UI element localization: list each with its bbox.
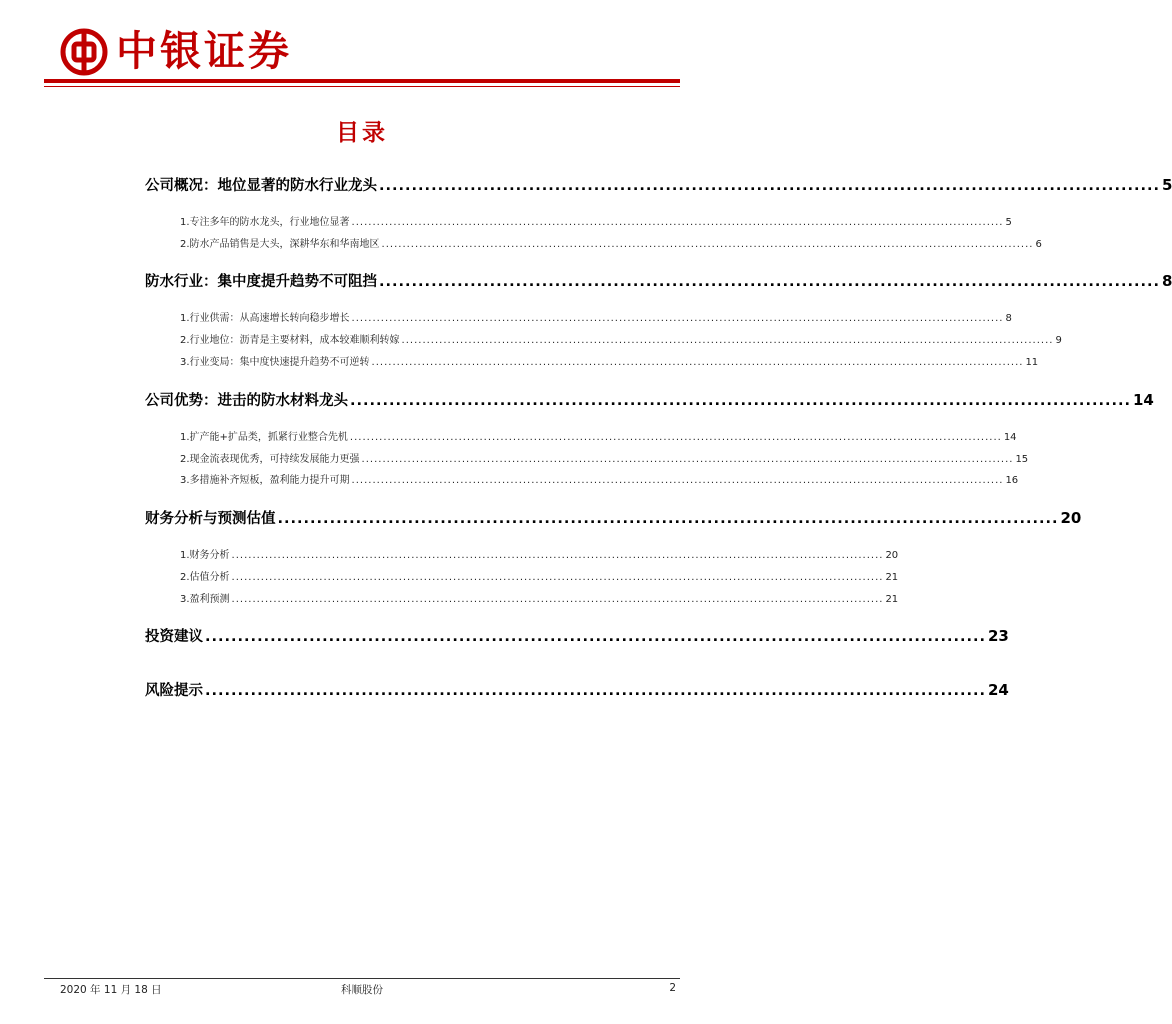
toc-leader-dots: ........................................................................................................................ bbox=[277, 511, 1059, 527]
toc-subsection-title: 2.估值分析 bbox=[180, 572, 230, 583]
toc-page-number: 6 bbox=[1035, 239, 1042, 250]
toc-page-number: 8 bbox=[1005, 313, 1012, 324]
toc-section-entry[interactable] bbox=[145, 174, 1172, 195]
toc-subsection-entry[interactable] bbox=[180, 235, 1042, 250]
toc-subsection-title: 3.行业变局：集中度快速提升趋势不可逆转 bbox=[180, 357, 370, 368]
toc-subsection-entry[interactable] bbox=[180, 428, 1017, 443]
footer-company: 科顺股份 bbox=[341, 984, 383, 996]
toc-leader-dots: ........................................................................................................................ bbox=[379, 178, 1160, 194]
bank-of-china-logo-icon bbox=[60, 28, 108, 76]
toc-page-number: 16 bbox=[1005, 475, 1019, 486]
toc-section-title: 风险提示 bbox=[145, 683, 203, 699]
toc-page-number: 20 bbox=[1060, 509, 1082, 527]
toc-section-title: 防水行业：集中度提升趋势不可阻挡 bbox=[145, 274, 377, 290]
toc-subsection-title: 1.扩产能+扩品类，抓紧行业整合先机 bbox=[180, 432, 348, 443]
toc-leader-dots: ........................................................................................................................ bbox=[379, 274, 1160, 290]
toc-page-number: 23 bbox=[988, 627, 1009, 645]
toc-leader-dots: ........................................................................................................................ bbox=[350, 393, 1131, 409]
toc-subsection-title: 2.行业地位：沥青是主要材料，成本较难顺利转嫁 bbox=[180, 335, 400, 346]
toc-subsection-entry[interactable] bbox=[180, 568, 899, 583]
toc-section-title: 财务分析与预测估值 bbox=[145, 511, 276, 527]
toc-section-entry[interactable] bbox=[145, 507, 1082, 528]
toc-subsection-title: 1.专注多年的防水龙头，行业地位显著 bbox=[180, 217, 350, 228]
toc-page-number: 20 bbox=[885, 550, 899, 561]
footer-date: 2020 年 11 月 18 日 bbox=[60, 984, 162, 996]
toc-subsection-entry[interactable] bbox=[180, 450, 1029, 465]
toc-leader-dots: ............................................................................................................................................................ bbox=[381, 239, 1034, 250]
toc-section-entry[interactable] bbox=[145, 270, 1172, 291]
toc-page-number: 8 bbox=[1162, 272, 1172, 290]
toc-page-number: 21 bbox=[885, 572, 899, 583]
toc-subsection-entry[interactable] bbox=[180, 309, 1012, 324]
toc-page-number: 14 bbox=[1003, 432, 1017, 443]
toc-page-number: 5 bbox=[1162, 176, 1172, 194]
header-divider-thin bbox=[44, 86, 680, 87]
toc-subsection-title: 3.盈利预测 bbox=[180, 594, 230, 605]
toc-subsection-entry[interactable] bbox=[180, 471, 1019, 486]
toc-leader-dots: ............................................................................................................................................................ bbox=[351, 313, 1004, 324]
toc-leader-dots: ............................................................................................................................................................ bbox=[351, 217, 1004, 228]
toc-leader-dots: ............................................................................................................................................................ bbox=[401, 335, 1054, 346]
toc-leader-dots: ............................................................................................................................................................ bbox=[231, 594, 884, 605]
toc-page-number: 14 bbox=[1133, 391, 1154, 409]
toc-leader-dots: ............................................................................................................................................................ bbox=[371, 357, 1024, 368]
toc-page-number: 9 bbox=[1055, 335, 1062, 346]
toc-leader-dots: ............................................................................................................................................................ bbox=[231, 550, 884, 561]
toc-section-entry[interactable] bbox=[145, 679, 1009, 700]
toc-page-number: 24 bbox=[988, 681, 1009, 699]
toc-leader-dots: ........................................................................................................................ bbox=[205, 683, 986, 699]
toc-subsection-title: 2.防水产品销售是大头，深耕华东和华南地区 bbox=[180, 239, 380, 250]
toc-page-number: 15 bbox=[1015, 454, 1029, 465]
brand-name: 中银证券 bbox=[116, 27, 292, 75]
toc-subsection-title: 1.行业供需：从高速增长转向稳步增长 bbox=[180, 313, 350, 324]
footer-divider bbox=[44, 978, 680, 979]
toc-subsection-title: 1.财务分析 bbox=[180, 550, 230, 561]
header-divider bbox=[44, 79, 680, 83]
toc-subsection-entry[interactable] bbox=[180, 590, 899, 605]
toc-subsection-entry[interactable] bbox=[180, 331, 1062, 346]
toc-leader-dots: ............................................................................................................................................................ bbox=[351, 475, 1004, 486]
toc-section-title: 投资建议 bbox=[145, 629, 203, 645]
toc-page-number: 5 bbox=[1005, 217, 1012, 228]
toc-page-number: 21 bbox=[885, 594, 899, 605]
footer-page-number: 2 bbox=[669, 982, 676, 994]
toc-subsection-title: 2.现金流表现优秀，可持续发展能力更强 bbox=[180, 454, 360, 465]
toc-leader-dots: ............................................................................................................................................................ bbox=[361, 454, 1014, 465]
toc-title: 目录 bbox=[336, 120, 388, 146]
toc-section-title: 公司优势：进击的防水材料龙头 bbox=[145, 393, 348, 409]
toc-section-entry[interactable] bbox=[145, 389, 1154, 410]
toc-subsection-entry[interactable] bbox=[180, 213, 1012, 228]
toc-subsection-title: 3.多措施补齐短板，盈利能力提升可期 bbox=[180, 475, 350, 486]
toc-section-title: 公司概况：地位显著的防水行业龙头 bbox=[145, 178, 377, 194]
toc-leader-dots: ............................................................................................................................................................ bbox=[231, 572, 884, 583]
toc-subsection-entry[interactable] bbox=[180, 353, 1039, 368]
toc-leader-dots: ........................................................................................................................ bbox=[205, 629, 986, 645]
toc-page-number: 11 bbox=[1025, 357, 1039, 368]
toc-leader-dots: ............................................................................................................................................................ bbox=[349, 432, 1002, 443]
toc-section-entry[interactable] bbox=[145, 625, 1009, 646]
toc-subsection-entry[interactable] bbox=[180, 546, 899, 561]
